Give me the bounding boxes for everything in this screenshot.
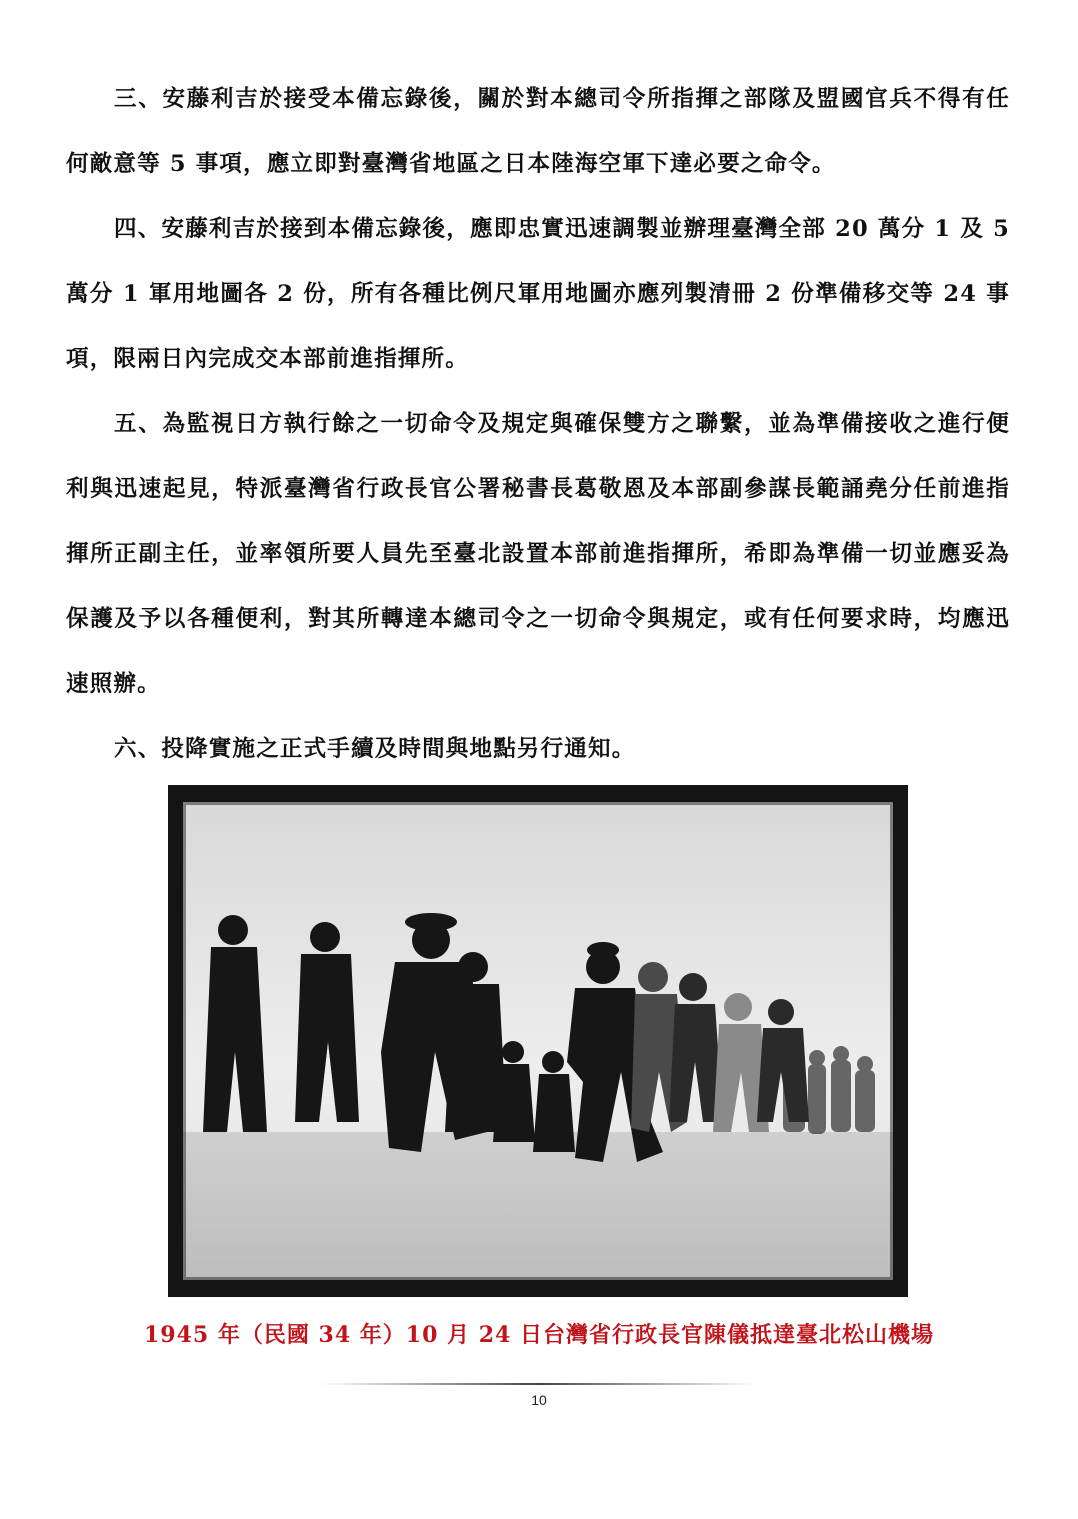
photo-caption: 1945 年（民國 34 年）10 月 24 日台灣省行政長官陳儀抵達臺北松山機場 [143,1322,935,1348]
footer-divider [320,1383,758,1385]
page-number: 10 [531,1392,547,1408]
historical-photo-illustration [183,802,893,1280]
paragraph-item-4: 四、安藤利吉於接到本備忘錄後，應即忠實迅速調製並辦理臺灣全部 20 萬分 1 及 5 萬分 1 軍用地圖各 2 份，所有各種比例尺軍用地圖亦應列製清冊 2 份準備移交等 24 事項，限兩日內完成交本部前進指揮所。 [66,216,1010,372]
paragraph-item-5: 五、為監視日方執行餘之一切命令及規定與確保雙方之聯繫，並為準備接收之進行便利與迅速起見，特派臺灣省行政長官公署秘書長葛敬恩及本部副參謀長範誦堯分任前進指揮所正副主任，並率領所要人員先至臺北設置本部前進指揮所，希即為準備一切並應妥為保護及予以各種便利，對其所轉達本總司令之一切命令與規定，或有任何要求時，均應迅速照辦。 [66,411,1010,697]
paragraph-item-6: 六、投降實施之正式手續及時間與地點另行通知。 [114,736,636,762]
paragraph-item-3: 三、安藤利吉於接受本備忘錄後，關於對本總司令所指揮之部隊及盟國官兵不得有任何敵意等 5 事項，應立即對臺灣省地區之日本陸海空軍下達必要之命令。 [66,86,1010,177]
historical-photo [183,802,893,1280]
